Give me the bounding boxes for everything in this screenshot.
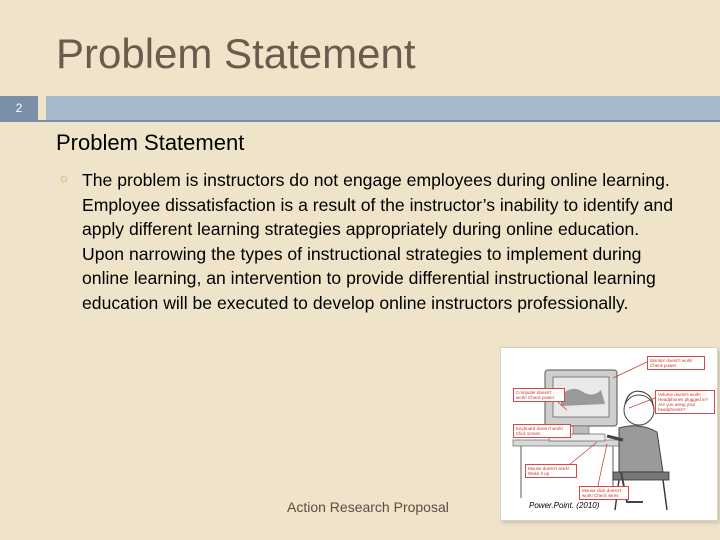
- rule-line: [0, 120, 720, 122]
- callout-volume: Volume doesn't work! Headphones plugged in? Are you using your headphones?: [655, 390, 715, 414]
- sun-bullet-icon: ☼: [58, 170, 70, 185]
- callout-monitor: Monitor doesn't work! Check power: [647, 356, 705, 370]
- computer-troubleshooting-illustration: [500, 347, 718, 521]
- callout-mouse-click: Mouse click doesn't work! Check wires: [579, 486, 629, 500]
- bullet-text: The problem is instructors do not engage employees during online learning. Employee dissatisfaction is a result of the instructor’s inability to identify and apply different learning strategies appropriately during online education. Upon narrowing the types of instructional strategies to implement during online learning, an intervention to provide differential instructional learning education will be executed to develop online instructors professionally.: [82, 170, 673, 313]
- title-rule: [0, 96, 720, 120]
- rule-bar: [46, 96, 720, 120]
- slide-title: Problem Statement: [56, 30, 416, 77]
- callout-keyboard: Keyboard doesn't work! Click screen: [513, 424, 571, 438]
- slide-number: 2: [0, 96, 38, 120]
- footer-text: Action Research Proposal: [287, 499, 449, 515]
- callout-computer: Computer doesn't work! Check power: [513, 388, 565, 402]
- section-heading: Problem Statement: [56, 130, 245, 155]
- callout-mouse: Mouse doesn't work! Wake it up: [525, 464, 577, 478]
- image-credit: Power.Point. (2010): [529, 501, 600, 510]
